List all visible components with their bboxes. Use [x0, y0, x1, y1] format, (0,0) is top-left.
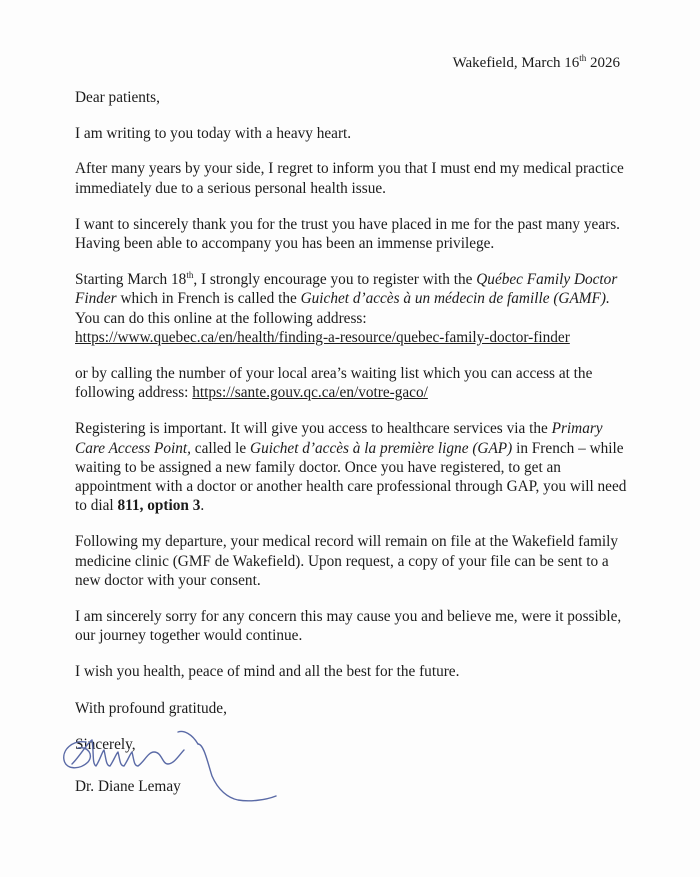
quebec-family-doctor-finder-link[interactable]: https://www.quebec.ca/en/health/finding-a-resource/quebec-family-doctor-finder	[75, 328, 570, 346]
closing-gratitude: With profound gratitude,	[75, 699, 227, 717]
closing-sincerely: Sincerely,	[75, 735, 136, 753]
paragraph-9: I wish you health, peace of mind and all the best for the future.	[75, 663, 460, 681]
paragraph-3: I want to sincerely thank you for the trust you have placed in me for the past many years. Having been able to accompany you has been an immense privilege.	[75, 215, 620, 253]
signature-stroke-flourish	[178, 732, 198, 745]
salutation: Dear patients,	[75, 89, 160, 106]
handwritten-signature	[58, 724, 288, 824]
letter-date: Wakefield, March 16th 2026	[452, 53, 620, 71]
letter-body	[75, 88, 635, 754]
signature-name: Dr. Diane Lemay	[75, 778, 181, 795]
paragraph-5: or by calling the number of your local area’s waiting list which you can access at the following address: https://sante.gouv.qc.ca/en/votre-gaco/	[75, 365, 593, 402]
paragraph-2: After many years by your side, I regret to inform you that I must end my medical practice immediately due to a serious personal health issue.	[75, 160, 624, 197]
paragraph-8: I am sincerely sorry for any concern this may cause you and believe me, were it possible, our journey together would continue.	[75, 608, 622, 645]
signature-stroke-tail	[198, 744, 276, 801]
paragraph-6: Registering is important. It will give you access to healthcare services via the Primary Care Access Point, called le Guichet d’accès à la première ligne (GAP) in French – while waiting to be assigned a new family doctor. Once you have registered, to get an appointment with a doctor or another health care professional through GAP, you will need to dial 811, option 3.	[75, 420, 627, 515]
paragraph-4: Starting March 18th, I strongly encourage you to register with the Québec Family Doctor Finder which in French is called the Guichet d’accès à un médecin de famille (GAMF). You can do this online at the following address: https://www.quebec.ca/en/health/finding-a-resource/quebec-family-doctor-finder	[75, 270, 618, 346]
paragraph-7: Following my departure, your medical record will remain on file at the Wakefield family medicine clinic (GMF de Wakefield). Upon request, a copy of your file can be sent to a new doctor with your consent.	[75, 533, 619, 589]
votre-gaco-link[interactable]: https://sante.gouv.qc.ca/en/votre-gaco/	[192, 384, 428, 402]
paragraph-1: I am writing to you today with a heavy heart.	[75, 125, 352, 143]
